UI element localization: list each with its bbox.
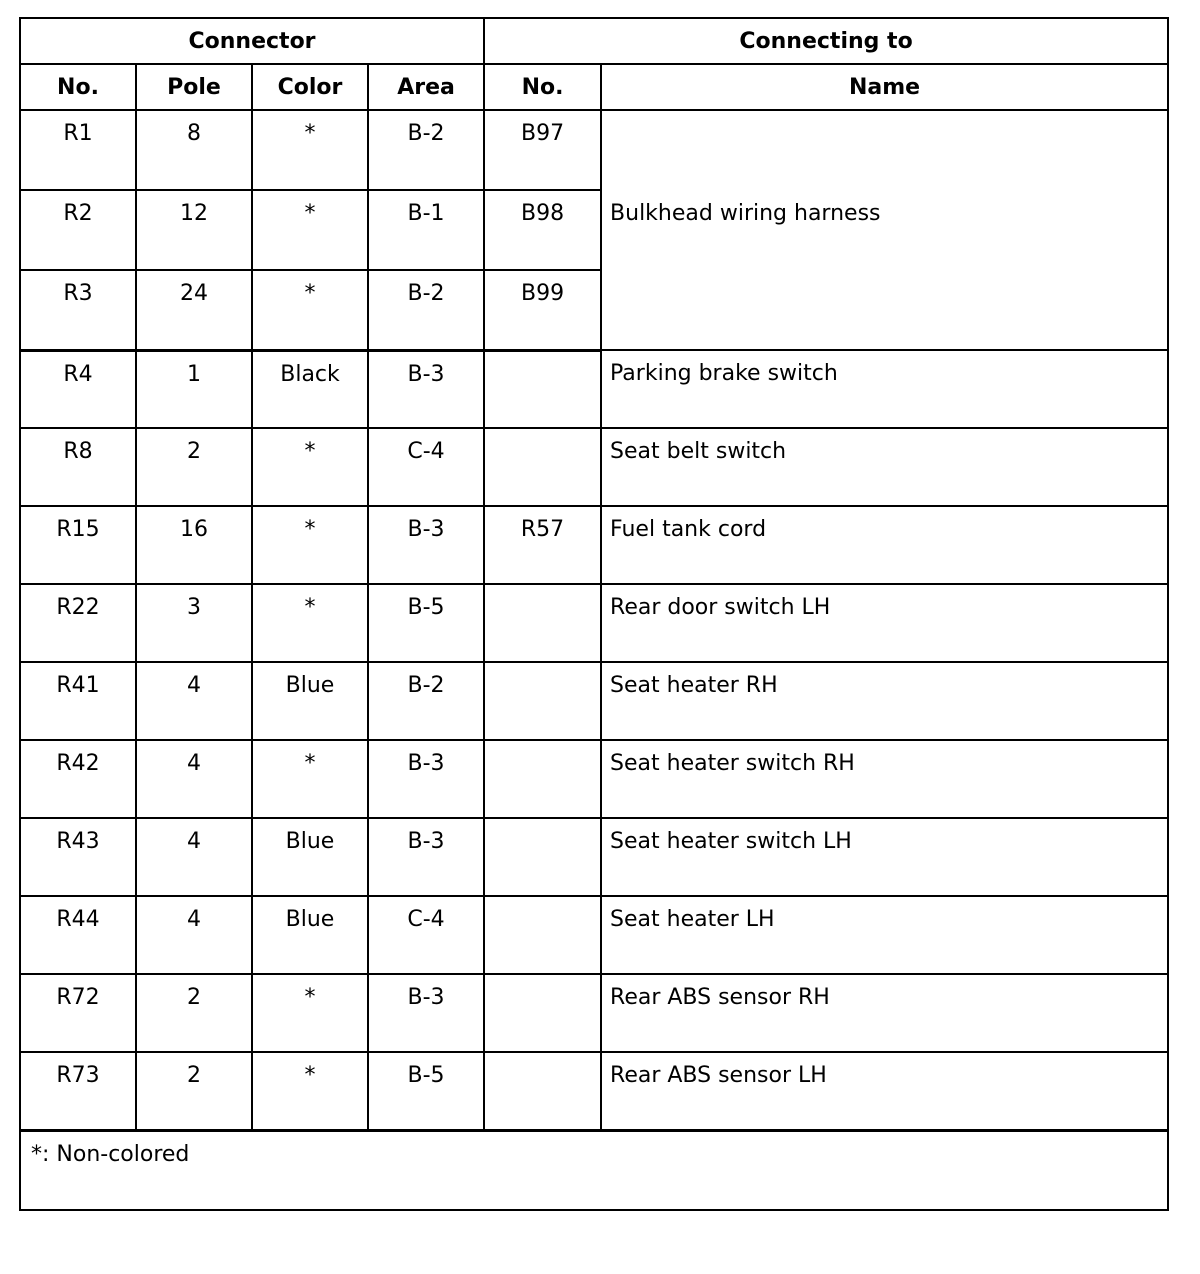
cell-color: * — [252, 740, 368, 818]
cell-no: R1 — [20, 110, 136, 190]
cell-pole: 2 — [136, 1052, 252, 1130]
cell-pole: 3 — [136, 584, 252, 662]
cell-name: Seat heater LH — [601, 896, 1168, 974]
cell-color: * — [252, 190, 368, 270]
cell-pole: 8 — [136, 110, 252, 190]
cell-no: R43 — [20, 818, 136, 896]
cell-color: * — [252, 428, 368, 506]
table-row — [20, 1052, 1168, 1130]
connector-table-container — [19, 17, 1167, 1239]
cell-pole: 16 — [136, 506, 252, 584]
cell-name: Seat heater RH — [601, 662, 1168, 740]
cell-area: B-1 — [368, 190, 484, 270]
cell-name: Bulkhead wiring harness — [601, 110, 1168, 350]
column-header-name: Name — [601, 64, 1168, 110]
footnote: *: Non-colored — [20, 1130, 1168, 1210]
cell-to-no: B97 — [484, 110, 601, 190]
cell-color: Blue — [252, 896, 368, 974]
cell-no: R3 — [20, 270, 136, 350]
cell-area: B-2 — [368, 110, 484, 190]
cell-pole: 4 — [136, 818, 252, 896]
column-header-to-no: No. — [484, 64, 601, 110]
table-row — [20, 974, 1168, 1052]
cell-name: Seat heater switch RH — [601, 740, 1168, 818]
cell-to-no — [484, 428, 601, 506]
cell-no: R15 — [20, 506, 136, 584]
cell-no: R2 — [20, 190, 136, 270]
cell-pole: 12 — [136, 190, 252, 270]
connector-group-header: Connector — [20, 18, 484, 64]
column-header-no: No. — [20, 64, 136, 110]
cell-color: * — [252, 110, 368, 190]
cell-to-no: B98 — [484, 190, 601, 270]
cell-area: B-3 — [368, 740, 484, 818]
cell-to-no — [484, 974, 601, 1052]
cell-pole: 2 — [136, 428, 252, 506]
cell-name: Rear ABS sensor RH — [601, 974, 1168, 1052]
table-row — [20, 350, 1168, 428]
cell-area: B-3 — [368, 818, 484, 896]
cell-color: * — [252, 1052, 368, 1130]
cell-area: B-3 — [368, 506, 484, 584]
column-header-pole: Pole — [136, 64, 252, 110]
cell-pole: 4 — [136, 896, 252, 974]
cell-color: * — [252, 974, 368, 1052]
cell-color: * — [252, 506, 368, 584]
cell-no: R22 — [20, 584, 136, 662]
cell-to-no — [484, 584, 601, 662]
column-header-color: Color — [252, 64, 368, 110]
table-row — [20, 818, 1168, 896]
table-row — [20, 662, 1168, 740]
cell-color: Blue — [252, 662, 368, 740]
cell-to-no — [484, 740, 601, 818]
cell-name: Seat belt switch — [601, 428, 1168, 506]
cell-color: * — [252, 584, 368, 662]
cell-name: Parking brake switch — [601, 350, 1168, 428]
cell-no: R42 — [20, 740, 136, 818]
cell-pole: 1 — [136, 350, 252, 428]
cell-area: B-3 — [368, 350, 484, 428]
cell-name: Seat heater switch LH — [601, 818, 1168, 896]
connector-table — [19, 17, 1169, 1211]
table-row — [20, 584, 1168, 662]
cell-area: B-2 — [368, 662, 484, 740]
cell-color: * — [252, 270, 368, 350]
cell-area: B-3 — [368, 974, 484, 1052]
table-row — [20, 506, 1168, 584]
cell-to-no: R57 — [484, 506, 601, 584]
cell-area: C-4 — [368, 896, 484, 974]
cell-to-no — [484, 1052, 601, 1130]
cell-to-no — [484, 662, 601, 740]
cell-name: Fuel tank cord — [601, 506, 1168, 584]
cell-to-no — [484, 818, 601, 896]
cell-no: R41 — [20, 662, 136, 740]
table-row — [20, 110, 1168, 190]
cell-area: B-5 — [368, 1052, 484, 1130]
cell-no: R44 — [20, 896, 136, 974]
cell-to-no — [484, 896, 601, 974]
table-row — [20, 896, 1168, 974]
cell-color: Black — [252, 350, 368, 428]
table-row — [20, 740, 1168, 818]
cell-to-no: B99 — [484, 270, 601, 350]
cell-name: Rear ABS sensor LH — [601, 1052, 1168, 1130]
cell-no: R72 — [20, 974, 136, 1052]
cell-no: R73 — [20, 1052, 136, 1130]
cell-no: R8 — [20, 428, 136, 506]
cell-pole: 2 — [136, 974, 252, 1052]
cell-area: B-5 — [368, 584, 484, 662]
cell-pole: 24 — [136, 270, 252, 350]
table-row — [20, 428, 1168, 506]
cell-color: Blue — [252, 818, 368, 896]
connecting-to-group-header: Connecting to — [484, 18, 1168, 64]
cell-to-no — [484, 350, 601, 428]
column-header-area: Area — [368, 64, 484, 110]
cell-pole: 4 — [136, 662, 252, 740]
cell-pole: 4 — [136, 740, 252, 818]
cell-area: C-4 — [368, 428, 484, 506]
cell-name: Rear door switch LH — [601, 584, 1168, 662]
cell-no: R4 — [20, 350, 136, 428]
cell-area: B-2 — [368, 270, 484, 350]
